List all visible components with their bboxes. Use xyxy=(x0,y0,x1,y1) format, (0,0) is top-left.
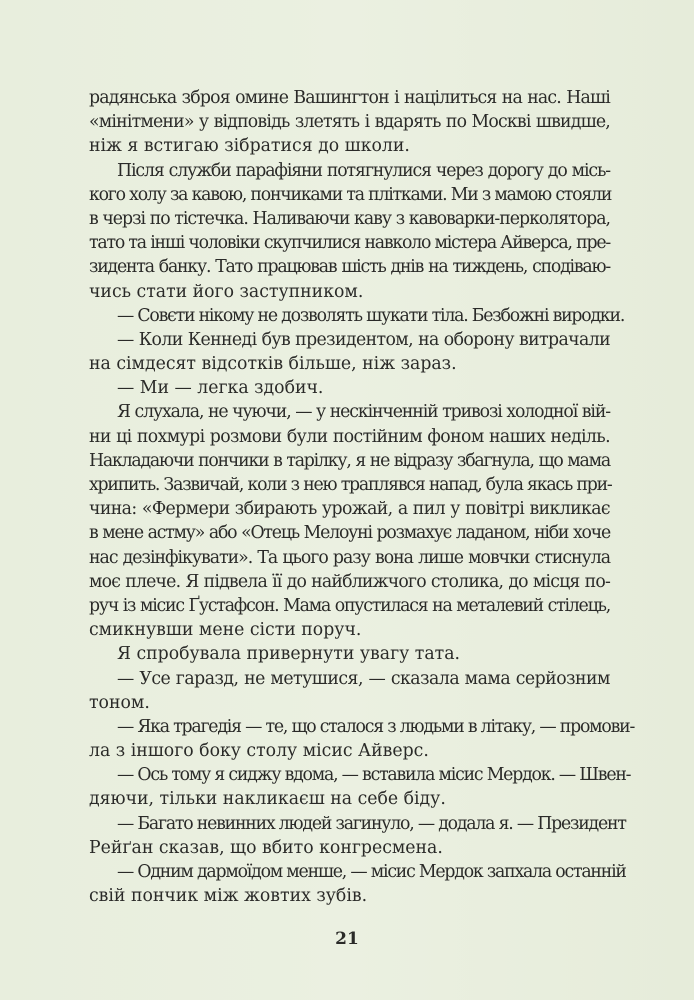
text-line: радянська зброя омине Вашингтон і націлиться на нас. Наші xyxy=(89,88,610,108)
text-line: чина: «Фермери збирають урожай, а пил у повітрі викликає xyxy=(89,499,610,520)
text-line: «мінітмени» у відповідь злетять і вдарять по Москві швидше, xyxy=(89,112,610,133)
text-line: — Коли Кеннеді був президентом, на оборону витрачали xyxy=(117,329,610,350)
page-body-text xyxy=(89,86,635,908)
text-line: — Одним дармоїдом менше, — місис Мердок запхала останній xyxy=(117,862,626,882)
text-line: Після служби парафіяни потягнулися через дорогу до місь- xyxy=(117,160,610,181)
text-line: ни ці похмурі розмови були постійним фоном наших неділь. xyxy=(89,426,610,447)
text-line: свій пончик між жовтих зубів. xyxy=(89,886,368,907)
text-line: чись стати його заступником. xyxy=(89,281,364,302)
text-line: кого холу за кавою, пончиками та плітками. Ми з мамою стояли xyxy=(89,184,612,205)
text-line: в черзі по тістечка. Наливаючи каву з кавоварки-перколятора, xyxy=(89,208,610,229)
text-line: Рейґан сказав, що вбито конгресмена. xyxy=(89,837,443,858)
text-line: нас дезінфікувати». Та цього разу вона лише мовчки стиснула xyxy=(89,547,610,568)
text-line: руч із місис Ґустафсон. Мама опустилася на металевий стілець, xyxy=(89,595,610,616)
text-line: тато та інші чоловіки скупчилися навколо містера Айверса, пре- xyxy=(89,233,610,254)
text-line: Я слухала, не чуючи, — у нескінченній тривозі холодної вій- xyxy=(117,402,610,423)
text-line: зидента банку. Тато працював шість днів на тиждень, сподіваю- xyxy=(89,257,610,278)
text-line: — Ми — легка здобич. xyxy=(117,378,324,399)
text-line: моє плече. Я підвела її до найближчого столика, до місця по- xyxy=(89,571,610,592)
text-line: тоном. xyxy=(89,692,150,713)
text-line: смикнувши мене сісти поруч. xyxy=(89,620,362,641)
text-line: — Усе гаразд, не метушися, — сказала мама серйозним xyxy=(117,668,610,689)
text-line: в мене астму» або «Отець Мелоуні розмахує ладаном, ніби хоче xyxy=(89,523,610,544)
page-number: 21 xyxy=(335,929,359,949)
text-line: ніж я встигаю зібратися до школи. xyxy=(89,136,410,157)
text-line: — Яка трагедія — те, що сталося з людьми в літаку, — промови- xyxy=(117,716,635,737)
text-line: дяючи, тільки накликаєш на себе біду. xyxy=(89,789,446,810)
text-line: хрипить. Зазвичай, коли з нею траплявся напад, була якась при- xyxy=(89,475,612,495)
text-line: — Багато невинних людей загинуло, — додала я. — Президент xyxy=(117,813,626,834)
text-line: ла з іншого боку столу місис Айверс. xyxy=(89,741,429,762)
text-line: — Совєти нікому не дозволять шукати тіла. Безбожні виродки. xyxy=(117,305,625,326)
text-line: на сімдесят відсотків більше, ніж зараз. xyxy=(89,354,457,375)
text-line: Накладаючи пончики в тарілку, я не відразу збагнула, що мама xyxy=(89,450,610,471)
text-line: Я спробувала привернути увагу тата. xyxy=(117,644,461,665)
text-line: — Ось тому я сиджу вдома, — вставила місис Мердок. — Швен- xyxy=(117,765,631,786)
